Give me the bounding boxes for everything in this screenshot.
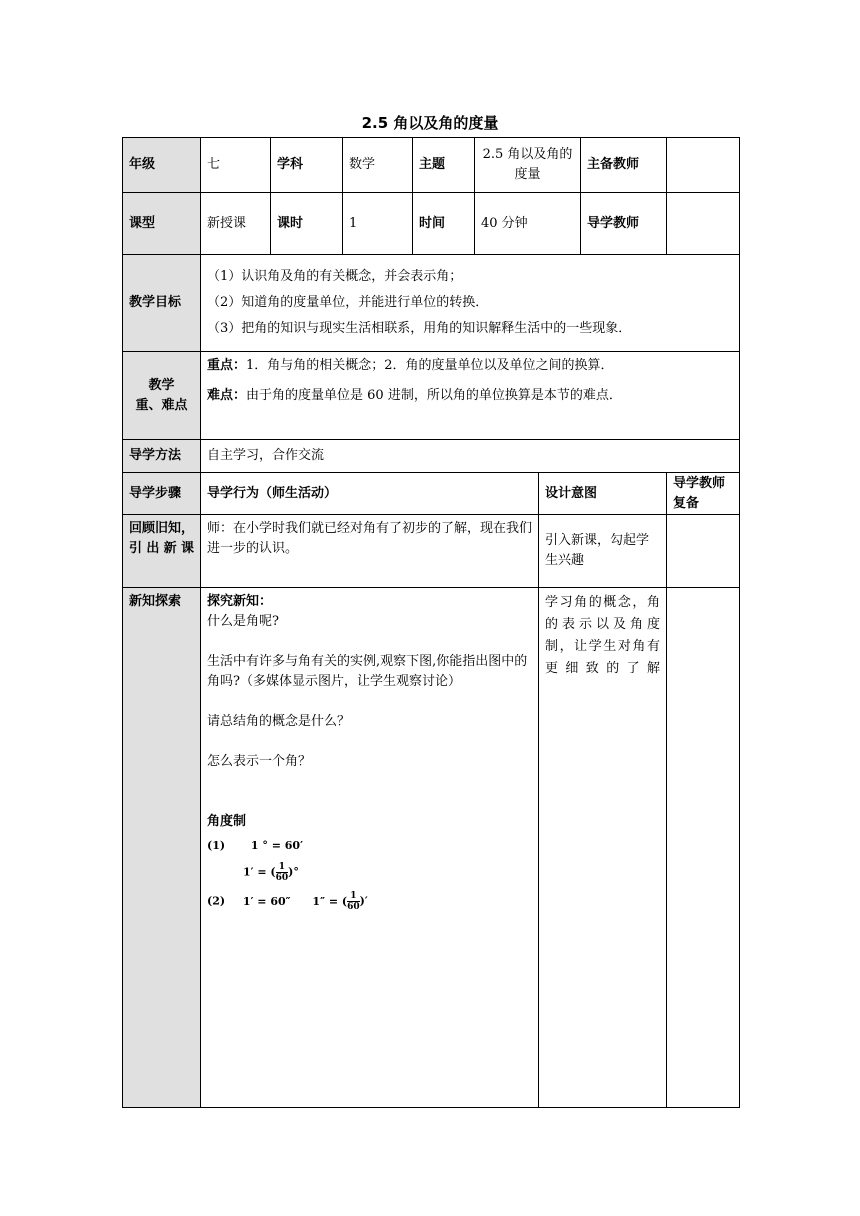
- difficult-label: 难点：: [207, 388, 247, 403]
- guide-teacher-value: [667, 193, 740, 255]
- guide-teacher-label: 导学教师: [581, 193, 667, 255]
- explore-question: 生活中有许多与角有关的实例,观察下图,你能指出图中的角吗?（多媒体显示图片，让学生观察讨论）: [207, 654, 528, 689]
- steps-header-row: [123, 473, 740, 515]
- subject-value: 数学: [343, 138, 413, 193]
- header-row-1: [123, 138, 740, 193]
- explore-intent: 学习角的概念，角的表示以及角度制，让学生对角有更细致的了解: [539, 588, 667, 1108]
- method-value: 自主学习，合作交流: [201, 440, 740, 473]
- explore-activity: [201, 588, 539, 1108]
- goals-content: [201, 255, 740, 352]
- steps-col-review: 导学教师复备: [667, 473, 740, 515]
- review-notes: [667, 515, 740, 588]
- steps-col-step: 导学步骤: [123, 473, 201, 515]
- goal-item: （3）把角的知识与现实生活相联系，用角的知识解释生活中的一些现象．: [207, 321, 632, 336]
- explore-row: [123, 588, 740, 1108]
- goals-label: 教学目标: [123, 255, 201, 352]
- subject-label: 学科: [271, 138, 343, 193]
- lead-teacher-label: 主备教师: [581, 138, 667, 193]
- period-label: 课时: [271, 193, 343, 255]
- key-label: 重点：: [207, 358, 247, 373]
- type-label: 课型: [123, 193, 201, 255]
- explore-notes: [667, 588, 740, 1108]
- goal-item: （2）知道角的度量单位，并能进行单位的转换．: [207, 295, 489, 310]
- explore-question: 请总结角的概念是什么？: [207, 714, 351, 729]
- period-value: 1: [343, 193, 413, 255]
- grade-label: 年级: [123, 138, 201, 193]
- key-points-label: 教学 重、难点: [123, 352, 201, 440]
- goal-item: （1）认识角及角的有关概念，并会表示角；: [207, 269, 463, 284]
- formula-2: (2) 1′ = 60″ 1″ = ( $\frac{1}{60}$ )′: [207, 891, 368, 912]
- review-step: 回顾旧知，引出新课: [123, 515, 201, 588]
- grade-value: 七: [201, 138, 271, 193]
- formula-1: (1) 1 ° = 60′: [207, 839, 303, 852]
- key-points-row: [123, 352, 740, 440]
- review-intent: 引入新课，勾起学生兴趣: [539, 515, 667, 588]
- key-text: 1．角与角的相关概念；2．角的度量单位以及单位之间的换算．: [246, 358, 614, 373]
- type-value: 新授课: [201, 193, 271, 255]
- explore-heading: 探究新知：: [207, 594, 273, 609]
- steps-col-intent: 设计意图: [539, 473, 667, 515]
- topic-value: 2.5 角以及角的度量: [475, 138, 581, 193]
- header-row-2: [123, 193, 740, 255]
- degree-heading: 角度制: [207, 814, 247, 829]
- time-value: 40 分钟: [475, 193, 581, 255]
- formula-1b: 1′ = ( $\frac{1}{60}$ )°: [243, 862, 299, 883]
- lead-teacher-value: [667, 138, 740, 193]
- explore-step: 新知探索: [123, 588, 201, 1108]
- method-row: [123, 440, 740, 473]
- time-label: 时间: [413, 193, 475, 255]
- method-label: 导学方法: [123, 440, 201, 473]
- topic-label: 主题: [413, 138, 475, 193]
- review-row: [123, 515, 740, 588]
- page-title: 2.5 角以及角的度量: [361, 114, 499, 132]
- explore-question: 什么是角呢?: [207, 614, 279, 629]
- difficult-text: 由于角的度量单位是 60 进制，所以角的单位换算是本节的难点．: [246, 388, 622, 403]
- key-points-content: [201, 352, 740, 440]
- review-activity: 师：在小学时我们就已经对角有了初步的了解，现在我们进一步的认识。: [201, 515, 539, 588]
- lesson-plan-table: [122, 137, 740, 1108]
- steps-col-activity: 导学行为（师生活动）: [201, 473, 539, 515]
- explore-question: 怎么表示一个角？: [207, 754, 312, 769]
- goals-row: [123, 255, 740, 352]
